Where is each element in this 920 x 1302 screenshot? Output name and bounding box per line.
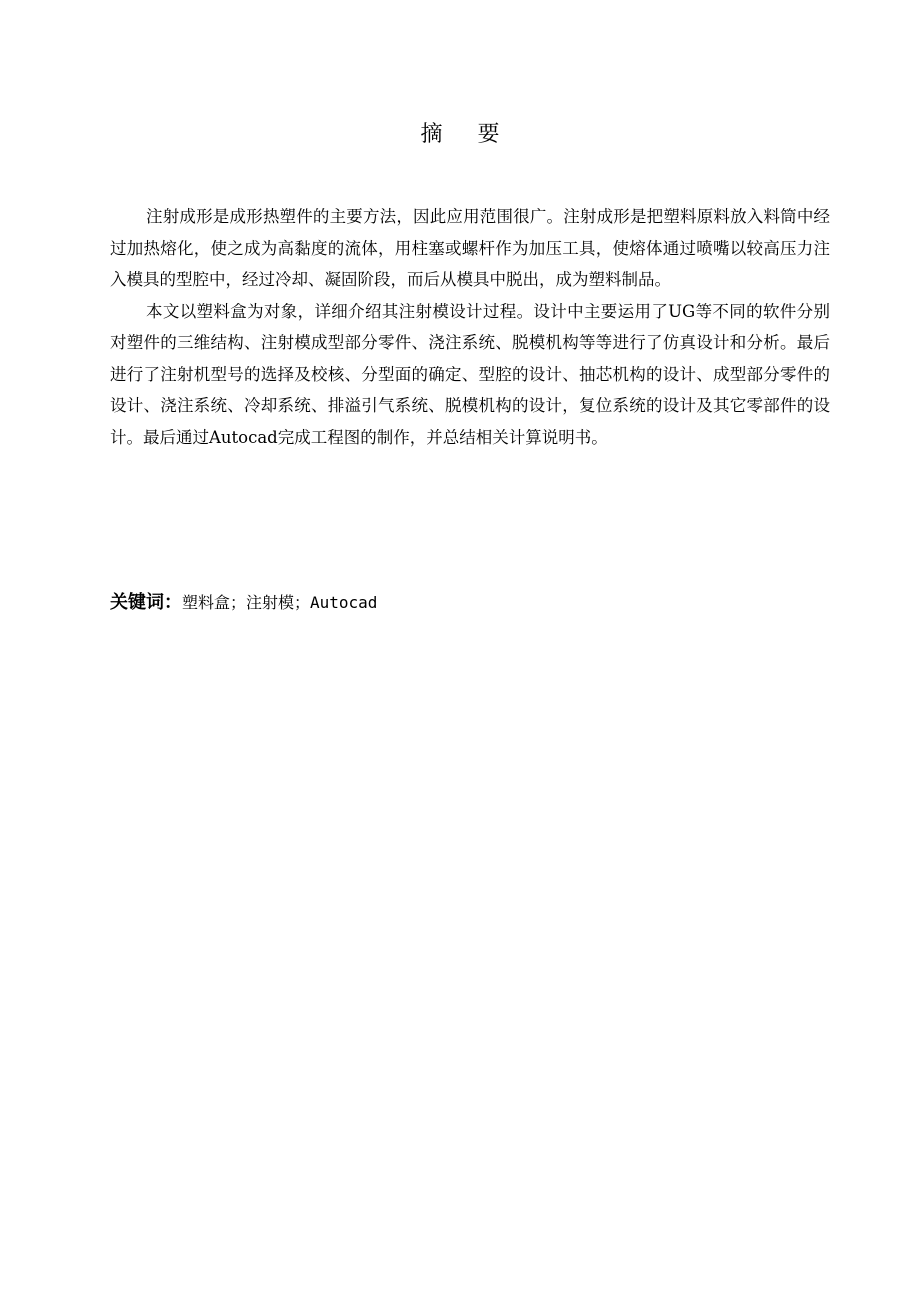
page-title: 摘 要 [420,122,514,147]
keywords-label: 关键词： [110,592,182,613]
keywords-line [110,587,830,619]
abstract-paragraph-1: 注射成形是成形热塑件的主要方法，因此应用范围很广。注射成形是把塑料原料放入料筒中经过加热熔化，使之成为高黏度的流体，用柱塞或螺杆作为加压工具，使熔体通过喷嘴以较高压力注入模具的型腔中，经过冷却、凝固阶段，而后从模具中脱出，成为塑料制品。 [110,207,830,289]
keywords-values: 塑料盒；注射模；Autocad [182,593,378,612]
abstract-body [110,201,830,453]
abstract-paragraph-2: 本文以塑料盒为对象，详细介绍其注射模设计过程。设计中主要运用了UG等不同的软件分别对塑件的三维结构、注射模成型部分零件、浇注系统、脱模机构等等进行了仿真设计和分析。最后进行了注射机型号的选择及校核、分型面的确定、型腔的设计、抽芯机构的设计、成型部分零件的设计、浇注系统、冷却系统、排溢引气系统、脱模机构的设计，复位系统的设计及其它零部件的设计。最后通过Autocad完成工程图的制作，并总结相关计算说明书。 [110,301,830,447]
